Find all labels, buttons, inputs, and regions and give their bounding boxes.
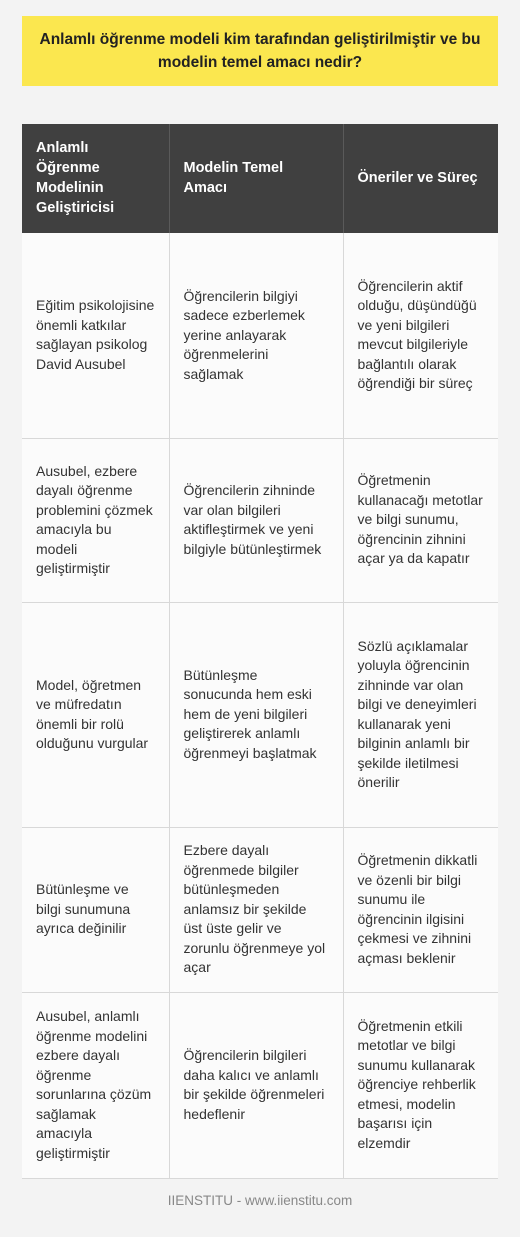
table-cell: Ausubel, ezbere dayalı öğrenme problemini çözmek amacıyla bu modeli geliştirmiştir [22, 438, 169, 602]
table-row [22, 827, 498, 992]
table-cell: Ezbere dayalı öğrenmede bilgiler bütünleşmeden anlamsız bir şekilde üst üste gelir ve zorunlu öğrenmeye yol açar [169, 827, 343, 992]
table-cell: Öğrencilerin zihninde var olan bilgileri aktifleştirmek ve yeni bilgiyle bütünleştirmek [169, 438, 343, 602]
footer-text: IIENSTITU - www.iienstitu.com [167, 1193, 353, 1208]
table-cell: Eğitim psikolojisine önemli katkılar sağlayan psikolog David Ausubel [22, 233, 169, 438]
table-row [22, 992, 498, 1178]
header-cell-developer: Anlamlı Öğrenme Modelinin Geliştiricisi [22, 124, 169, 233]
table-row [22, 602, 498, 827]
header-cell-process: Öneriler ve Süreç [343, 124, 498, 233]
table-row [22, 438, 498, 602]
page-title: Anlamlı öğrenme modeli kim tarafından geliştirilmiştir ve bu modelin temel amacı nedir? [22, 16, 498, 86]
header-cell-purpose: Modelin Temel Amacı [169, 124, 343, 233]
table-header [22, 124, 498, 233]
table-cell: Öğrencilerin aktif olduğu, düşündüğü ve yeni bilgileri mevcut bilgileriyle bağlantılı olarak öğrendiği bir süreç [343, 233, 498, 438]
table-row [22, 233, 498, 438]
comparison-table [22, 124, 498, 1179]
table-cell: Bütünleşme ve bilgi sunumuna ayrıca değinilir [22, 827, 169, 992]
table-cell: Öğretmenin kullanacağı metotlar ve bilgi sunumu, öğrencinin zihnini açar ya da kapatır [343, 438, 498, 602]
table-cell: Öğretmenin etkili metotlar ve bilgi sunumu kullanarak öğrenciye rehberlik etmesi, modelin başarısı için elzemdir [343, 992, 498, 1178]
table-cell: Sözlü açıklamalar yoluyla öğrencinin zihninde var olan bilgi ve deneyimleri kullanarak yeni bilginin anlamlı bir şekilde iletilmesi önerilir [343, 602, 498, 827]
table-body [22, 233, 498, 1178]
table-cell: Öğretmenin dikkatli ve özenli bir bilgi sunumu ile öğrencinin ilgisini çekmesi ve zihnini açması beklenir [343, 827, 498, 992]
table-cell: Öğrencilerin bilgileri daha kalıcı ve anlamlı bir şekilde öğrenmeleri hedeflenir [169, 992, 343, 1178]
header-row [22, 124, 498, 233]
table-cell: Ausubel, anlamlı öğrenme modelini ezbere dayalı öğrenme sorunlarına çözüm sağlamak amacıyla geliştirmiştir [22, 992, 169, 1178]
table-cell: Öğrencilerin bilgiyi sadece ezberlemek yerine anlayarak öğrenmelerini sağlamak [169, 233, 343, 438]
table-cell: Model, öğretmen ve müfredatın önemli bir rolü olduğunu vurgular [22, 602, 169, 827]
table-cell: Bütünleşme sonucunda hem eski hem de yeni bilgileri geliştirerek anlamlı öğrenmeyi başlatmak [169, 602, 343, 827]
